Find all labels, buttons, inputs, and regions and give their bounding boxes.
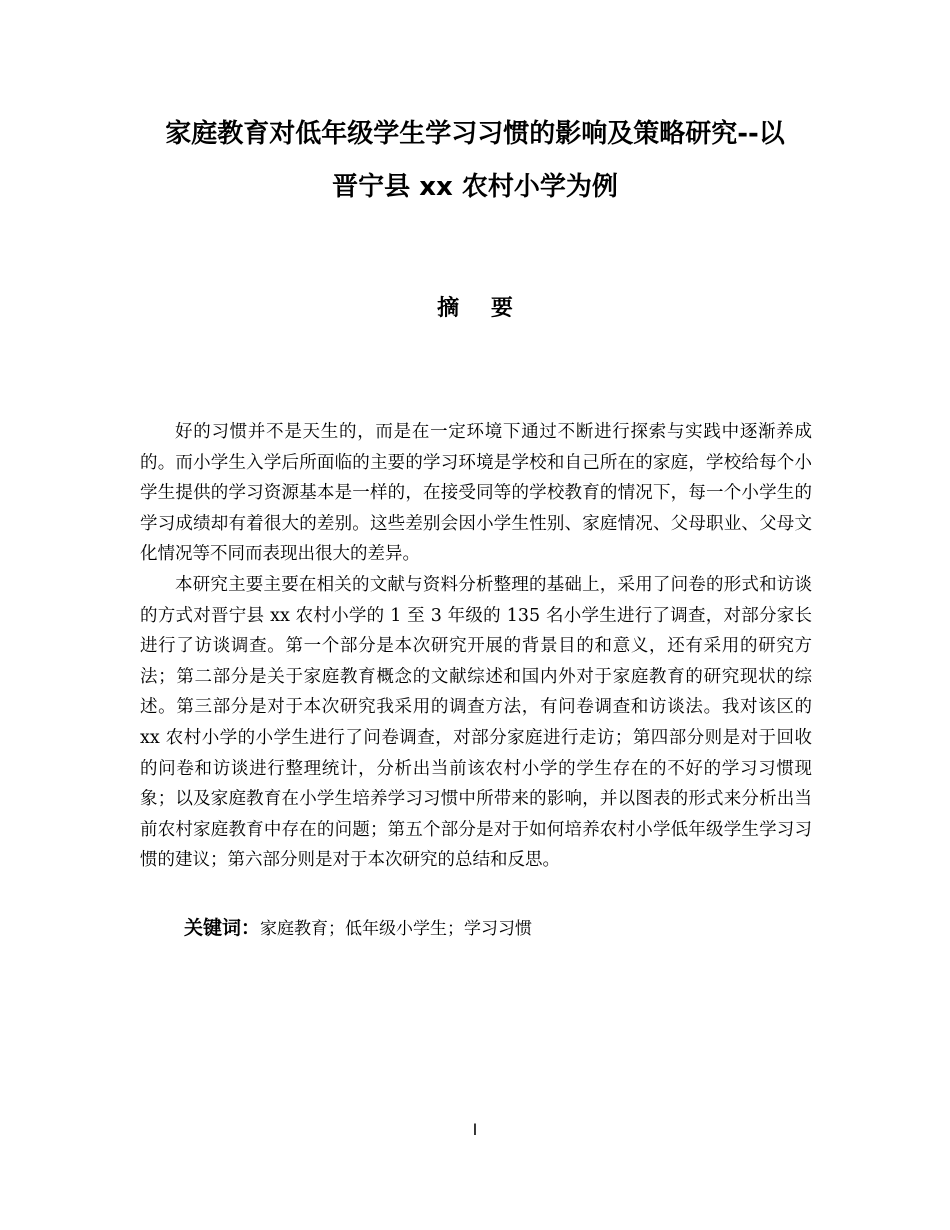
document-title (120, 108, 830, 214)
title-line-1: 家庭教育对低年级学生学习习惯的影响及策略研究--以 (165, 119, 785, 149)
keywords-label: 关键词： (184, 917, 261, 939)
keywords-text: 家庭教育；低年级小学生；学习习惯 (260, 919, 533, 939)
abstract-paragraph-1: 好的习惯并不是天生的，而是在一定环境下通过不断进行探索与实践中逐渐养成的。而小学生入学后所面临的主要的学习环境是学校和自己所在的家庭，学校给每个小学生提供的学习资源基本是一样的，在接受同等的学校教育的情况下，每一个小学生的学习成绩却有着很大的差别。这些差别会因小学生性别、家庭情况、父母职业、父母文化情况等不同而表现出很大的差异。 (140, 422, 812, 565)
abstract-heading: 摘 要 (437, 296, 525, 321)
title-line-2: 晋宁县 xx 农村小学为例 (332, 172, 618, 202)
abstract-paragraph-2: 本研究主要主要在相关的文献与资料分析整理的基础上，采用了问卷的形式和访谈的方式对晋宁县 xx 农村小学的 1 至 3 年级的 135 名小学生进行了调查，对部分家长进行了访谈调查。第一个部分是本次研究开展的背景目的和意义，还有采用的研究方法；第二部分是关于家庭教育概念的文献综述和国内外对于家庭教育的研究现状的综述。第三部分是对于本次研究我采用的调查方法，有问卷调查和访谈法。我对该区的 xx 农村小学的小学生进行了问卷调查，对部分家庭进行走访；第四部分则是对于回收的问卷和访谈进行整理统计，分析出当前该农村小学的学生存在的不好的学习习惯现象；以及家庭教育在小学生培养学习习惯中所带来的影响，并以图表的形式来分析出当前农村家庭教育中存在的问题；第五个部分是对于如何培养农村小学低年级学生学习习惯的建议；第六部分则是对于本次研究的总结和反思。 (140, 574, 812, 871)
abstract-body (140, 417, 812, 876)
keywords-line (184, 913, 532, 944)
page-number: I (472, 1120, 478, 1139)
